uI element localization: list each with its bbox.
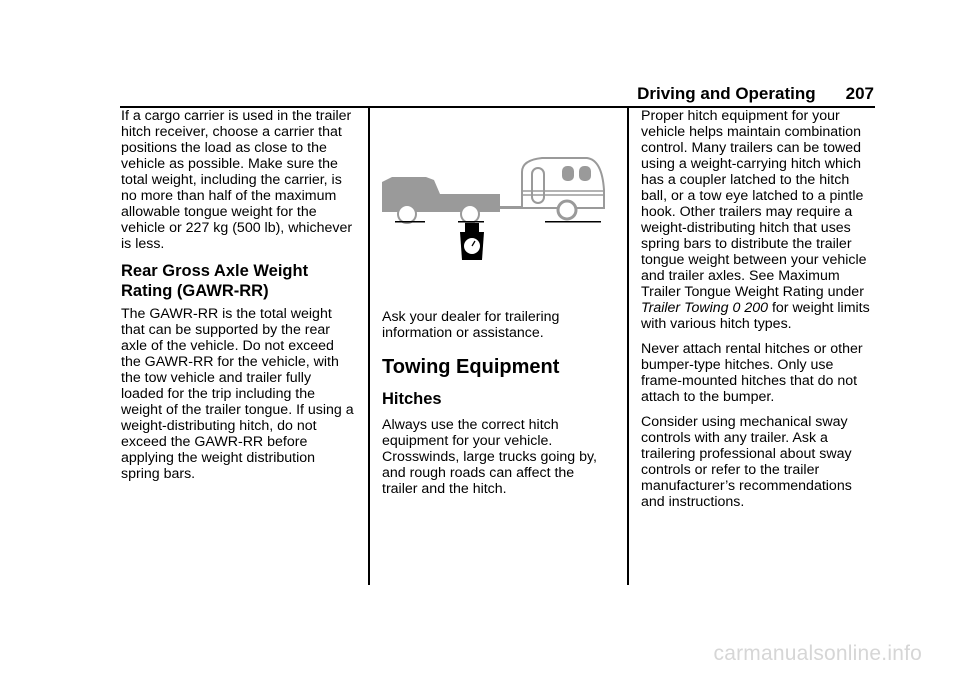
trailer-wheel — [558, 201, 576, 219]
hitch-bar — [500, 206, 522, 209]
column-3 — [641, 108, 877, 519]
column-1 — [121, 108, 357, 491]
scale-post — [465, 223, 479, 232]
column-2 — [382, 309, 612, 506]
truck-body — [382, 177, 500, 212]
hitch-equipment-paragraph: Always use the correct hitch equipment for your vehicle. Crosswinds, large trucks going by, and rough roads can affect the trailer and the hitch. — [382, 417, 598, 497]
trailer-door — [532, 168, 544, 203]
section-title: Driving and Operating — [637, 84, 816, 103]
page-reference: 0 200 — [732, 300, 768, 316]
trailer-towing-link[interactable]: Trailer Towing — [641, 300, 729, 316]
gawr-heading: Rear Gross Axle Weight Rating (GAWR-RR) — [121, 262, 309, 300]
truck-front-wheel — [398, 205, 416, 223]
column-divider-1 — [368, 107, 370, 585]
truck-rear-wheel — [461, 205, 479, 223]
watermark: carmanualsonline.info — [713, 642, 922, 665]
towing-equipment-heading: Towing Equipment — [382, 356, 560, 378]
trailer-window-2 — [579, 166, 591, 181]
ground-line-3 — [545, 221, 601, 223]
gawr-paragraph: The GAWR-RR is the total weight that can be supported by the rear axle of the vehicle. Do not exceed the GAWR-RR for the vehicle, with the tow vehicle and trailer fully loaded for the trip including the weight of the trailer tongue. If using a weight-distributing hitch, do not exceed the GAWR-RR before applying the weight distribution spring bars. — [121, 306, 354, 482]
page-number: 207 — [845, 84, 874, 103]
hitches-heading: Hitches — [382, 390, 442, 408]
ground-line-1 — [395, 221, 425, 223]
cargo-carrier-paragraph: If a cargo carrier is used in the trailer hitch receiver, choose a carrier that positions the load as close to the vehicle as possible. Make sure the total weight, including the carrier, is no more than half of the maximum allowable tongue weight for the vehicle or 227 kg (500 lb), whichever is less. — [121, 108, 353, 252]
tongue-weight-illustration — [382, 150, 612, 270]
sway-controls-paragraph: Consider using mechanical sway controls with any trailer. Ask a trailering professional about sway controls or refer to the trailer manufacturer’s recommendations and instructions. — [641, 414, 852, 510]
trailer-window-1 — [562, 166, 574, 181]
proper-hitch-paragraph: Proper hitch equipment for your vehicle helps maintain combination control. Many trailers can be towed using a weight-carrying hitch which has a coupler latched to the hitch ball, or a tow eye latched to a pintle hook. Other trailers may require a weight-distributing hitch that uses spring bars to distribute the trailer tongue weight between your vehicle and trailer axles. See Maximum Trailer Tongue Weight Rating under Trailer Towing 0 200 for weight limits with various hitch types. — [641, 108, 870, 332]
ground-line-2 — [458, 221, 484, 223]
rental-hitch-paragraph: Never attach rental hitches or other bumper-type hitches. Only use frame-mounted hitches that do not attach to the bumper. — [641, 341, 863, 405]
dealer-paragraph: Ask your dealer for trailering information or assistance. — [382, 309, 560, 341]
page-header — [637, 84, 874, 104]
column-divider-2 — [627, 107, 629, 585]
